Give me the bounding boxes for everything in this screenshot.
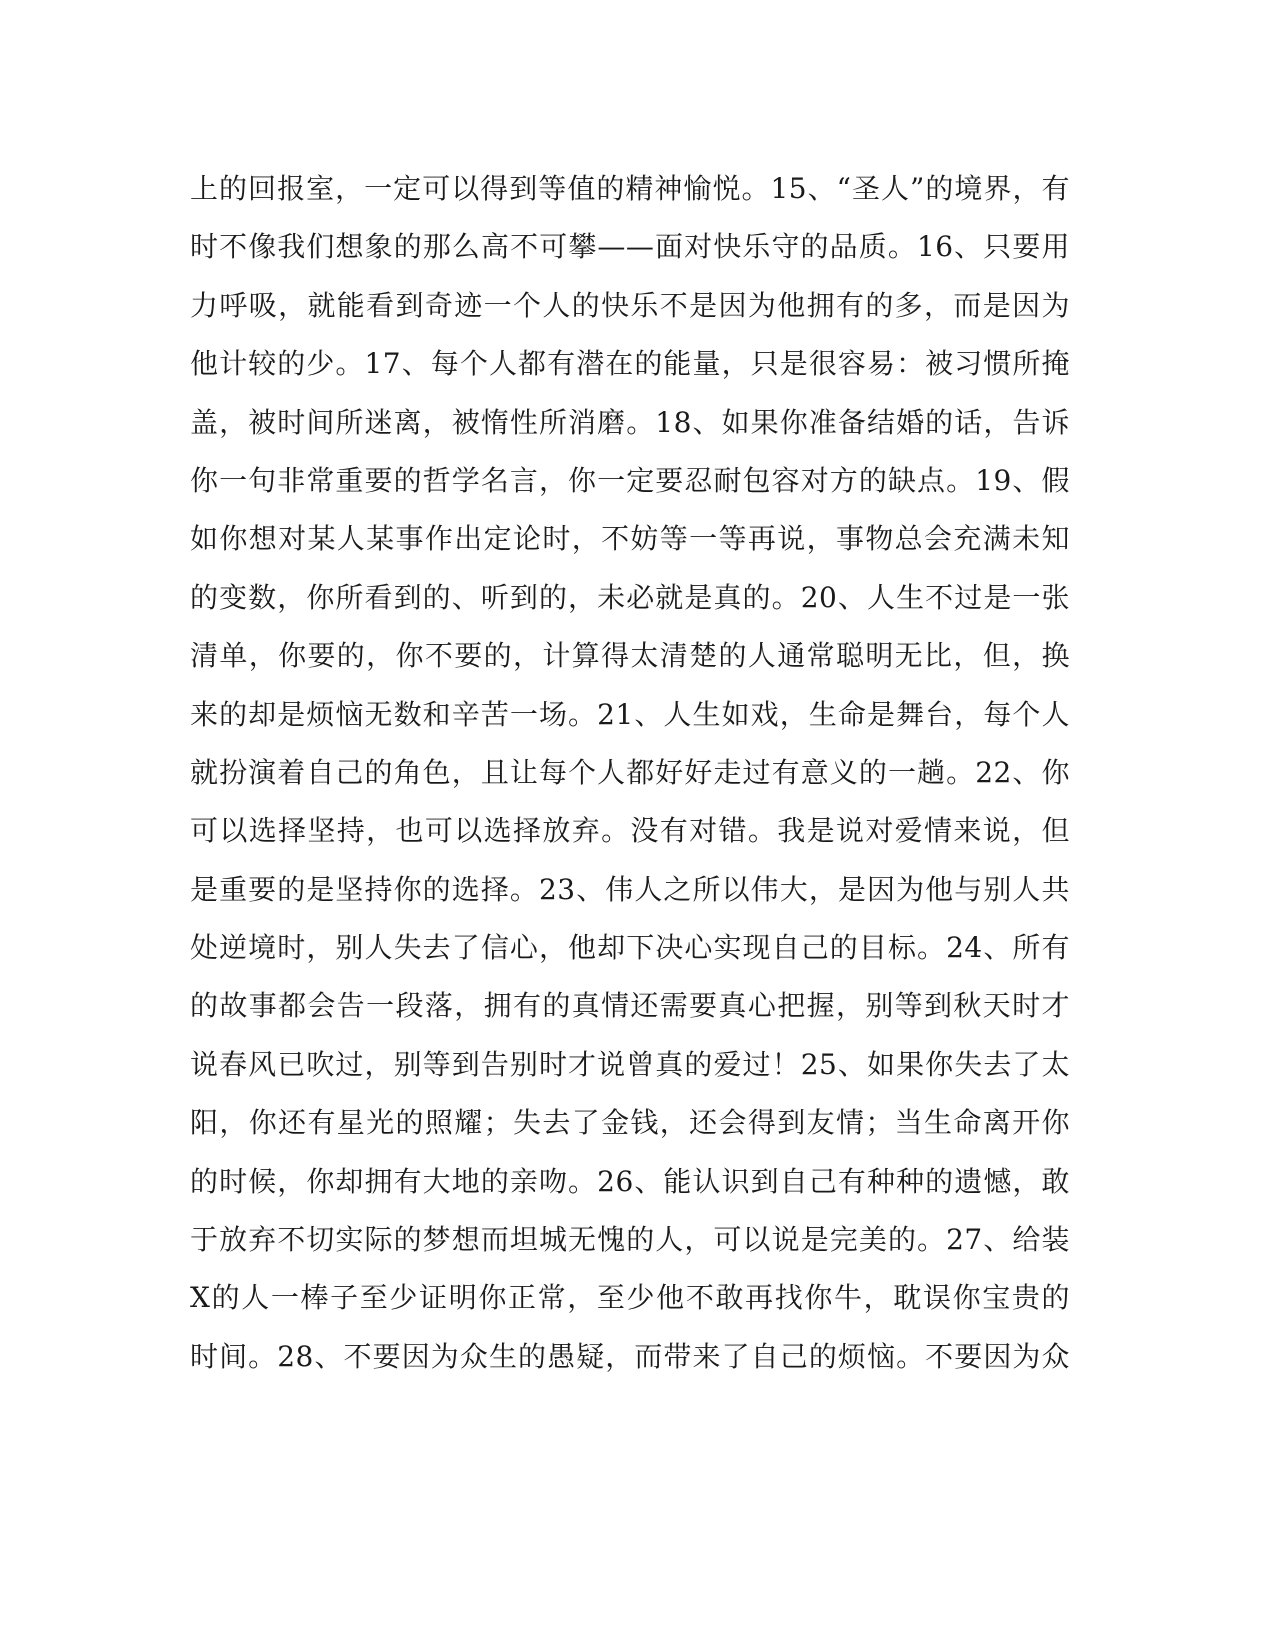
- text-line-7: 如你想对某人某事作出定论时，不妨等一等再说，事物总会充满未知: [190, 522, 1070, 556]
- text-line-6: 你一句非常重要的哲学名言，你一定要忍耐包容对方的缺点。19、假: [190, 463, 1070, 497]
- text-line-3: 力呼吸，就能看到奇迹一个人的快乐不是因为他拥有的多，而是因为: [190, 288, 1070, 322]
- text-line-12: 可以选择坚持，也可以选择放弃。没有对错。我是说对爱情来说，但: [190, 814, 1070, 848]
- text-line-1: 上的回报室，一定可以得到等值的精神愉悦。15、“圣人”的境界，有: [190, 172, 1070, 205]
- text-line-9: 清单，你要的，你不要的，计算得太清楚的人通常聪明无比，但，换: [190, 639, 1070, 673]
- text-line-15: 的故事都会告一段落，拥有的真情还需要真心把握，别等到秋天时才: [190, 989, 1070, 1023]
- text-line-20: X的人一棒子至少证明你正常，至少他不敢再找你牛，耽误你宝贵的: [190, 1281, 1070, 1315]
- text-line-14: 处逆境时，别人失去了信心，他却下决心实现自己的目标。24、所有: [190, 931, 1070, 965]
- text-line-19: 于放弃不切实际的梦想而坦城无愧的人，可以说是完美的。27、给装: [190, 1223, 1070, 1257]
- text-line-17: 阳，你还有星光的照耀；失去了金钱，还会得到友情；当生命离开你: [190, 1106, 1070, 1140]
- text-line-16: 说春风已吹过，别等到告别时才说曾真的爱过！25、如果你失去了太: [190, 1047, 1070, 1081]
- text-line-21: 时间。28、不要因为众生的愚疑，而带来了自己的烦恼。不要因为众: [190, 1339, 1070, 1373]
- text-line-18: 的时候，你却拥有大地的亲吻。26、能认识到自己有种种的遗憾，敢: [190, 1164, 1070, 1198]
- text-line-4: 他计较的少。17、每个人都有潜在的能量，只是很容易：被习惯所掩: [190, 347, 1070, 381]
- body-text: [190, 160, 1070, 1386]
- text-line-11: 就扮演着自己的角色，且让每个人都好好走过有意义的一趟。22、你: [190, 755, 1070, 789]
- text-line-10: 来的却是烦恼无数和辛苦一场。21、人生如戏，生命是舞台，每个人: [190, 697, 1070, 731]
- text-line-2: 时不像我们想象的那么高不可攀——面对快乐守的品质。16、只要用: [190, 230, 1070, 264]
- text-line-5: 盖，被时间所迷离，被惰性所消磨。18、如果你准备结婚的话，告诉: [190, 405, 1070, 439]
- text-line-13: 是重要的是坚持你的选择。23、伟人之所以伟大，是因为他与别人共: [190, 872, 1070, 906]
- text-line-8: 的变数，你所看到的、听到的，未必就是真的。20、人生不过是一张: [190, 580, 1070, 614]
